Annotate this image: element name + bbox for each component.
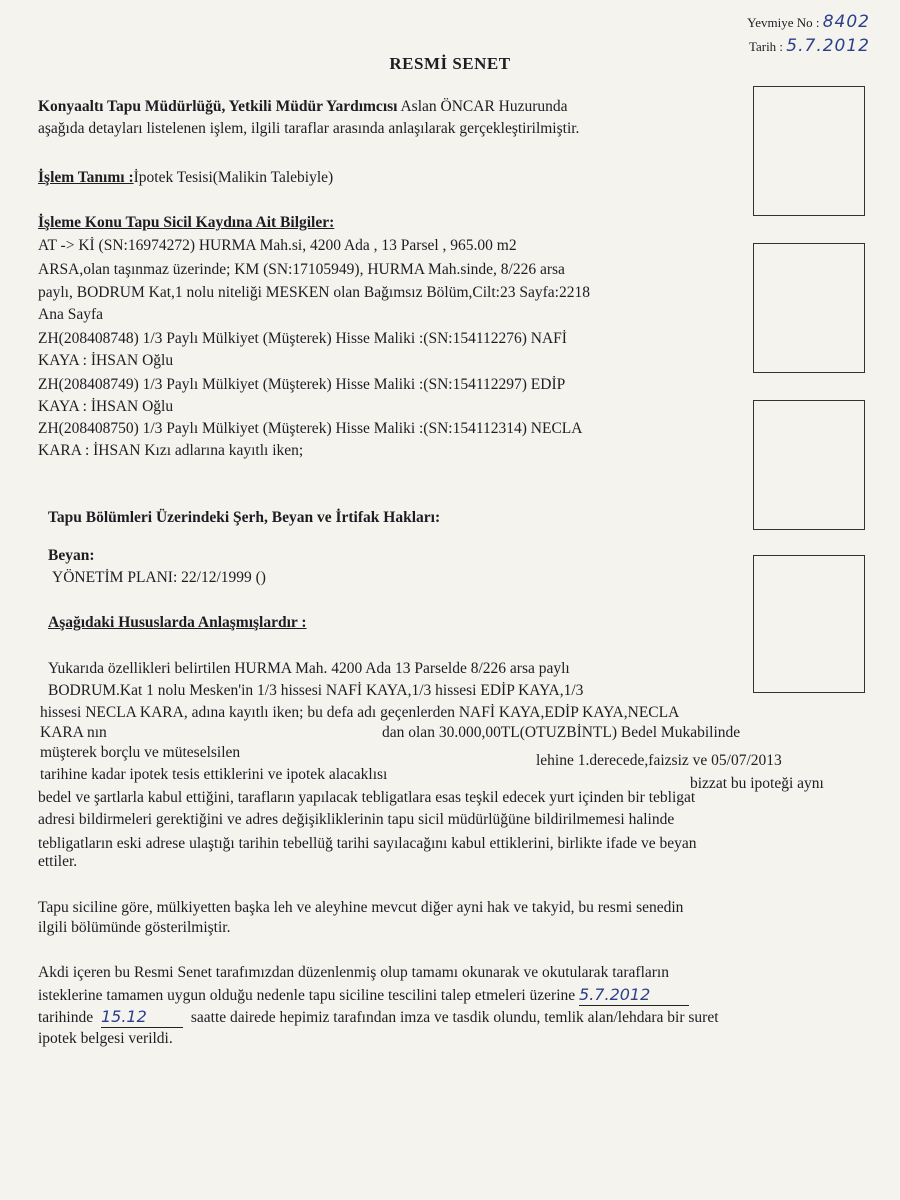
- yevmiye-label: Yevmiye No :: [747, 15, 820, 30]
- anlasma-line: Yukarıda özellikleri belirtilen HURMA Mah. 4200 Ada 13 Parselde 8/226 arsa paylı: [48, 660, 570, 677]
- tapu-sicil-line: ZH(208408750) 1/3 Paylı Mülkiyet (Müşterek) Hisse Maliki :(SN:154112314) NECLA: [38, 420, 583, 437]
- akdi-line-2: [38, 985, 689, 1006]
- anlasma-line: hissesi NECLA KARA, adına kayıtlı iken; bu defa adı geçenlerden NAFİ KAYA,EDİP KAYA,NECLA: [40, 704, 680, 721]
- islem-label: İşlem Tanımı :: [38, 169, 134, 186]
- anlasma-dan-olan: dan olan 30.000,00TL(OTUZBİNTL) Bedel Mukabilinde: [382, 724, 741, 741]
- tapu-sicil-line: KAYA : İHSAN Oğlu: [38, 352, 174, 369]
- anlasma-heading: Aşağıdaki Hususlarda Anlaşmışlardır :: [48, 614, 307, 631]
- anlasma-lehine: lehine 1.derecede,faizsiz ve 05/07/2013: [536, 752, 782, 769]
- akdi-date-handwritten: 5.7.2012: [579, 985, 689, 1006]
- tarih-label: Tarih :: [748, 39, 784, 54]
- islem-row: [38, 168, 333, 188]
- photo-box-1: [753, 86, 865, 216]
- tapu-sicil-heading: İşleme Konu Tapu Sicil Kaydına Ait Bilgiler:: [38, 214, 335, 231]
- tapu-sicil-line: ARSA,olan taşınmaz üzerinde; KM (SN:17105949), HURMA Mah.sinde, 8/226 arsa: [38, 261, 565, 278]
- anlasma-line: bedel ve şartlarla kabul ettiğini, tarafların yapılacak tebligatlara esas teşkil edecek yurt içinden bir tebligat: [38, 789, 696, 806]
- anlasma-line: ettiler.: [38, 853, 78, 870]
- intro-line-2: aşağıda detayları listelenen işlem, ilgili taraflar arasında anlaşılarak gerçekleştirilmiştir.: [38, 120, 580, 137]
- akdi-time-handwritten: 15.12: [101, 1007, 183, 1028]
- akdi-line-2-text: isteklerine tamamen uygun olduğu nedenle tapu siciline tescilini talep etmeleri üzerine: [38, 987, 576, 1004]
- intro-bold: Konyaaltı Tapu Müdürlüğü, Yetkili Müdür Yardımcısı: [38, 98, 398, 115]
- beyan-label: Beyan:: [48, 547, 95, 564]
- tapu-sicili-line-2: ilgili bölümünde gösterilmiştir.: [38, 919, 231, 936]
- islem-value: İpotek Tesisi(Malikin Talebiyle): [133, 169, 334, 186]
- tarih-row: [749, 36, 870, 56]
- tapu-sicil-line: Ana Sayfa: [38, 306, 103, 323]
- photo-box-2: [753, 243, 865, 373]
- tapu-sicili-line-1: Tapu siciline göre, mülkiyetten başka leh ve aleyhine mevcut diğer ayni hak ve takyid, bu resmi senedin: [38, 899, 684, 916]
- akdi-line-3-rest: saatte dairede hepimiz tarafından imza ve tasdik olundu, temlik alan/lehdara bir suret: [190, 1009, 719, 1026]
- serh-heading: Tapu Bölümleri Üzerindeki Şerh, Beyan ve İrtifak Hakları:: [48, 509, 441, 526]
- anlasma-line: adresi bildirmeleri gerektiğini ve adres değişikliklerinin tapu sicil müdürlüğüne bildirilmemesi halinde: [38, 811, 675, 828]
- beyan-value: YÖNETİM PLANI: 22/12/1999 (): [52, 569, 266, 586]
- yevmiye-value: 8402: [822, 12, 870, 32]
- tapu-sicil-line: paylı, BODRUM Kat,1 nolu niteliği MESKEN olan Bağımsız Bölüm,Cilt:23 Sayfa:2218: [38, 284, 590, 301]
- anlasma-musterek: müşterek borçlu ve müteselsilen: [40, 744, 241, 761]
- anlasma-bizzat: bizzat bu ipoteği aynı: [690, 775, 824, 792]
- photo-box-4: [753, 555, 865, 693]
- tapu-sicil-line: KAYA : İHSAN Oğlu: [38, 398, 174, 415]
- akdi-tarihinde: tarihinde: [38, 1009, 94, 1026]
- intro-line-1: [38, 97, 568, 117]
- tapu-sicil-line: ZH(208408748) 1/3 Paylı Mülkiyet (Müşterek) Hisse Maliki :(SN:154112276) NAFİ: [38, 330, 567, 347]
- anlasma-kara-nin: KARA nın: [40, 724, 107, 741]
- photo-box-3: [753, 400, 865, 530]
- akdi-line-3: [38, 1007, 719, 1028]
- anlasma-line: tarihine kadar ipotek tesis ettiklerini ve ipotek alacaklısı: [40, 766, 388, 783]
- anlasma-line: tebligatların eski adrese ulaştığı tarihin tebellüğ tarihi sayılacağını kabul ettiklerini, birlikte ifade ve beyan: [38, 835, 697, 852]
- tapu-sicil-line: ZH(208408749) 1/3 Paylı Mülkiyet (Müşterek) Hisse Maliki :(SN:154112297) EDİP: [38, 376, 566, 393]
- akdi-line-1: Akdi içeren bu Resmi Senet tarafımızdan düzenlenmiş olup tamamı okunarak ve okutularak tarafların: [38, 964, 669, 981]
- tapu-sicil-line: KARA : İHSAN Kızı adlarına kayıtlı iken;: [38, 442, 304, 459]
- akdi-line-4: ipotek belgesi verildi.: [38, 1030, 173, 1047]
- page-title: RESMİ SENET: [389, 54, 511, 73]
- tapu-sicil-line: AT -> Kİ (SN:16974272) HURMA Mah.si, 4200 Ada , 13 Parsel , 965.00 m2: [38, 237, 517, 254]
- anlasma-line: BODRUM.Kat 1 nolu Mesken'in 1/3 hissesi NAFİ KAYA,1/3 hissesi EDİP KAYA,1/3: [48, 682, 584, 699]
- yevmiye-row: [747, 12, 870, 32]
- tarih-value: 5.7.2012: [786, 36, 870, 56]
- intro-rest: Aslan ÖNCAR Huzurunda: [397, 98, 568, 115]
